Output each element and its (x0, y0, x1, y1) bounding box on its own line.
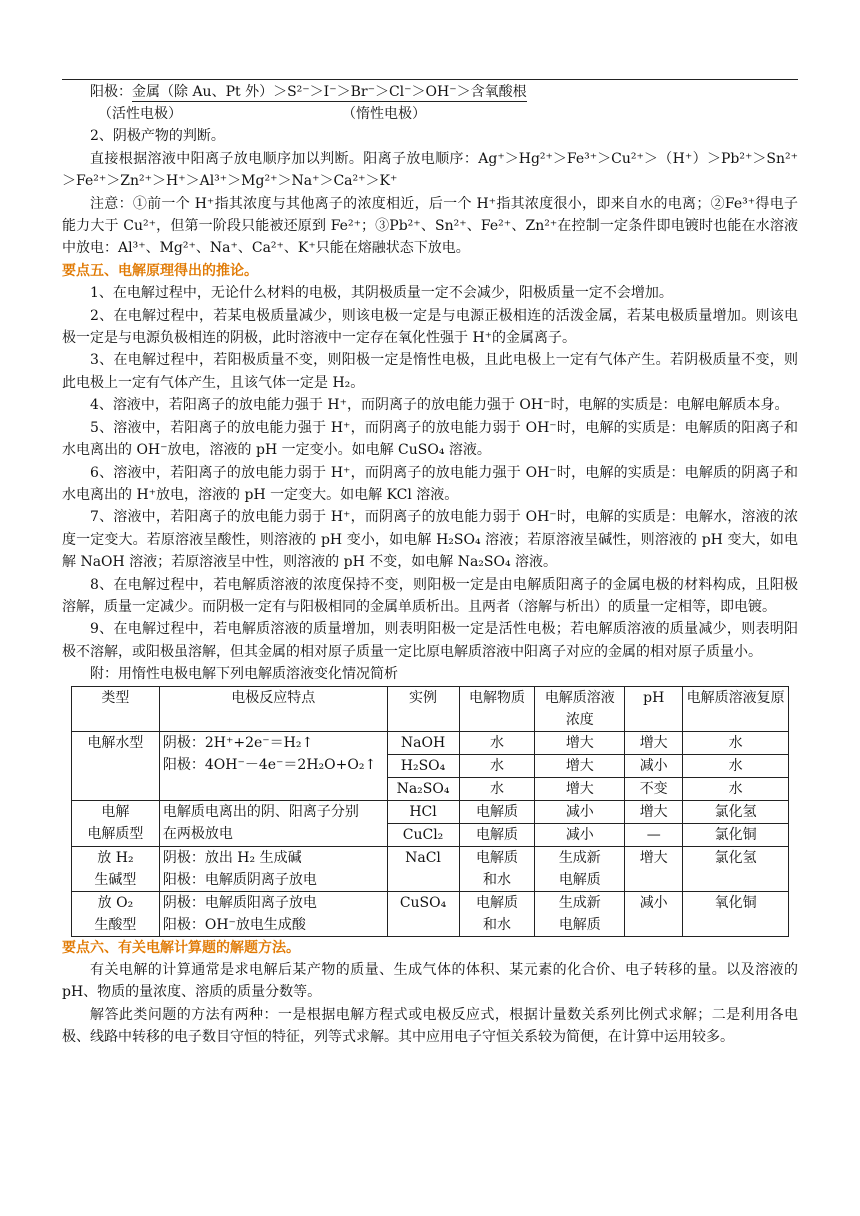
concentration-cell (535, 891, 625, 936)
ph-cell: 不变 (625, 777, 683, 800)
inference-item: 3、在电解过程中，若阳极质量不变，则阳极一定是惰性电极，且此电极上一定有气体产生。若阴极质量不变，则此电极上一定有气体产生，且该气体一定是 H₂。 (62, 352, 798, 391)
restore-cell: 氧化铜 (683, 891, 789, 936)
inference-item: 8、在电解过程中，若电解质溶液的浓度保持不变，则阳极一定是由电解质阳离子的金属电极的材料构成，且阳极溶解，质量一定减少。而阴极一定有与阳极相同的金属单质析出。且两者（溶解与析出）的质量一定相等，即电镀。 (62, 576, 798, 615)
type-cell: 电解水型 (72, 731, 160, 800)
anode-electrode-labels (62, 103, 798, 125)
ph-cell: 减小 (625, 891, 683, 936)
concentration-cell: 增大 (535, 754, 625, 777)
cathode-title: 2、阴极产物的判断。 (90, 128, 225, 145)
electrolysis-table (71, 686, 789, 937)
inference-item: 5、溶液中，若阳离子的放电能力强于 H⁺，而阴离子的放电能力弱于 OH⁻时，电解的实质是：电解质的阳离子和水电离出的 OH⁻放电，溶液的 pH 一定变小。如电解 CuSO₄ 溶液。 (62, 419, 798, 459)
active-electrode-label: （活性电极） (98, 106, 182, 123)
feature-line: 电解质电离出的阴、阳离子分别 (162, 803, 359, 820)
restore-cell: 水 (683, 777, 789, 800)
anode-sequence: 金属（除 Au、Pt 外）＞S²⁻＞I⁻＞Br⁻＞Cl⁻＞OH⁻＞含氧酸根 (132, 84, 527, 100)
feature-line: 阴极：放出 H₂ 生成碱 (162, 849, 302, 866)
type-cell (72, 846, 160, 891)
restore-cell: 水 (683, 731, 789, 754)
example-cell: HCl (387, 800, 459, 823)
substance-cell: 水 (459, 731, 535, 754)
header-cell: 类型 (72, 686, 160, 731)
cathode-order: 直接根据溶液中阳离子放电顺序加以判断。阳离子放电顺序：Ag⁺＞Hg²⁺＞Fe³⁺＞Cu²⁺＞（H⁺）＞Pb²⁺＞Sn²⁺＞Fe²⁺＞Zn²⁺＞H⁺＞Al³⁺＞Mg²⁺＞Na⁺＞Ca²⁺＞K⁺ (62, 150, 798, 190)
table-row (72, 891, 789, 936)
header-cell: 电解质溶液浓度 (535, 686, 625, 731)
anode-discharge-order (62, 81, 798, 103)
substance-line: 电解质 (475, 894, 518, 911)
document-body (62, 81, 798, 1049)
header-cell: 实例 (387, 686, 459, 731)
inference-item: 2、在电解过程中，若某电极质量减少，则该电极一定是与电源正极相连的活泼金属，若某电极质量增加。则该电极一定是与电源负极相连的阴极，此时溶液中一定存在氧化性强于 H⁺的金属离子。 (62, 307, 798, 347)
substance-cell: 水 (459, 777, 535, 800)
restore-cell: 水 (683, 754, 789, 777)
feature-line: 在两极放电 (162, 825, 233, 842)
feature-line: 阳极：电解质阴离子放电 (162, 871, 317, 888)
restore-cell: 氯化氢 (683, 846, 789, 891)
feature-line: 阴极：电解质阳离子放电 (162, 894, 317, 911)
substance-cell: 水 (459, 754, 535, 777)
type-line: 放 H₂ (97, 849, 134, 866)
ph-cell: — (625, 823, 683, 846)
concentration-cell: 增大 (535, 777, 625, 800)
concentration-cell: 减小 (535, 800, 625, 823)
substance-line: 和水 (482, 916, 511, 933)
ph-cell: 减小 (625, 754, 683, 777)
section5-heading: 要点五、电解原理得出的推论。 (62, 262, 258, 279)
header-cell: pH (625, 686, 683, 731)
ph-cell: 增大 (625, 800, 683, 823)
inert-electrode-label: （惰性电极） (342, 106, 426, 123)
substance-line: 和水 (482, 871, 511, 888)
inference-item: 1、在电解过程中，无论什么材料的电极，其阴极质量一定不会减少，阳极质量一定不会增加。 (90, 285, 673, 302)
section6-paragraph: 解答此类问题的方法有两种：一是根据电解方程式或电极反应式，根据计量数关系列比例式求解；二是利用各电极、线路中转移的电子数目守恒的特征，列等式求解。其中应用电子守恒关系较为简便，在计算中运用较多。 (62, 1006, 798, 1046)
ph-cell: 增大 (625, 846, 683, 891)
feature-cell (159, 846, 387, 891)
example-cell: NaOH (387, 731, 459, 754)
substance-cell (459, 891, 535, 936)
ph-cell: 增大 (625, 731, 683, 754)
concentration-line: 电解质 (558, 916, 601, 933)
header-cell: 电极反应特点 (159, 686, 387, 731)
concentration-line: 电解质 (558, 871, 601, 888)
substance-cell: 电解质 (459, 823, 535, 846)
type-cell (72, 891, 160, 936)
concentration-cell: 增大 (535, 731, 625, 754)
anode-prefix: 阳极： (90, 84, 132, 100)
cathode-note: 注意：①前一个 H⁺指其浓度与其他离子的浓度相近，后一个 H⁺指其浓度很小，即来自水的电离；②Fe³⁺得电子能力大于 Cu²⁺，但第一阶段只能被还原到 Fe²⁺；③Pb²⁺、Sn²⁺、Fe²⁺、Zn²⁺在控制一定条件即电镀时也能在水溶液中放电：Al³⁺、Mg²⁺、Na⁺、Ca²⁺、K⁺只能在熔融状态下放电。 (62, 195, 798, 257)
example-cell: H₂SO₄ (387, 754, 459, 777)
restore-cell: 氯化铜 (683, 823, 789, 846)
example-cell: CuCl₂ (387, 823, 459, 846)
concentration-line: 生成新 (558, 849, 601, 866)
example-cell: Na₂SO₄ (387, 777, 459, 800)
table-intro: 附：用惰性电极电解下列电解质溶液变化情况简析 (90, 666, 398, 683)
feature-cell (159, 800, 387, 846)
inference-item: 7、溶液中，若阳离子的放电能力弱于 H⁺，而阴离子的放电能力弱于 OH⁻时，电解的实质是：电解水，溶液的浓度一定变大。若原溶液呈酸性，则溶液的 pH 变小，如电解 H₂SO₄ 溶液；若原溶液呈碱性，则溶液的 pH 变大，如电解 NaOH 溶液；若原溶液呈中性，则溶液的 pH 不变，如电解 Na₂SO₄ 溶液。 (62, 509, 798, 571)
section6-paragraph: 有关电解的计算通常是求电解后某产物的质量、生成气体的体积、某元素的化合价、电子转移的量。以及溶液的 pH、物质的量浓度、溶质的质量分数等。 (62, 961, 798, 1001)
feature-cell (159, 731, 387, 800)
feature-line: 阴极：2H⁺+2e⁻＝H₂↑ (162, 734, 314, 751)
feature-line: 阳极：OH⁻放电生成酸 (162, 916, 306, 933)
table-row (72, 731, 789, 754)
header-cell: 电解质溶液复原 (683, 686, 789, 731)
type-line: 生酸型 (94, 916, 137, 933)
example-cell: CuSO₄ (387, 891, 459, 936)
type-line: 电解质型 (87, 825, 144, 842)
substance-cell: 电解质 (459, 800, 535, 823)
type-cell (72, 800, 160, 846)
substance-line: 电解质 (475, 849, 518, 866)
substance-cell (459, 846, 535, 891)
table-row (72, 846, 789, 891)
type-line: 放 O₂ (97, 894, 134, 911)
section6-heading: 要点六、有关电解计算题的解题方法。 (62, 939, 300, 956)
table-row (72, 800, 789, 823)
example-cell: NaCl (387, 846, 459, 891)
concentration-line: 生成新 (558, 894, 601, 911)
concentration-cell: 减小 (535, 823, 625, 846)
table-header-row (72, 686, 789, 731)
inference-item: 6、溶液中，若阳离子的放电能力弱于 H⁺，而阴离子的放电能力强于 OH⁻时，电解的实质是：电解质的阴离子和水电离出的 H⁺放电，溶液的 pH 一定变大。如电解 KCl 溶液。 (62, 464, 798, 503)
header-cell: 电解物质 (459, 686, 535, 731)
feature-line: 阳极：4OH⁻－4e⁻＝2H₂O+O₂↑ (162, 756, 377, 773)
feature-cell (159, 891, 387, 936)
inference-item: 4、溶液中，若阳离子的放电能力强于 H⁺，而阴离子的放电能力强于 OH⁻时，电解的实质是：电解电解质本身。 (90, 397, 789, 414)
inference-item: 9、在电解过程中，若电解质溶液的质量增加，则表明阳极一定是活性电极；若电解质溶液的质量减少，则表明阳极不溶解，或阳极虽溶解，但其金属的相对原子质量一定比原电解质溶液中阳离子对应的金属的相对原子质量小。 (62, 621, 798, 660)
type-line: 生碱型 (94, 871, 137, 888)
top-rule (62, 79, 798, 80)
restore-cell: 氯化氢 (683, 800, 789, 823)
type-line: 电解 (101, 803, 130, 820)
concentration-cell (535, 846, 625, 891)
